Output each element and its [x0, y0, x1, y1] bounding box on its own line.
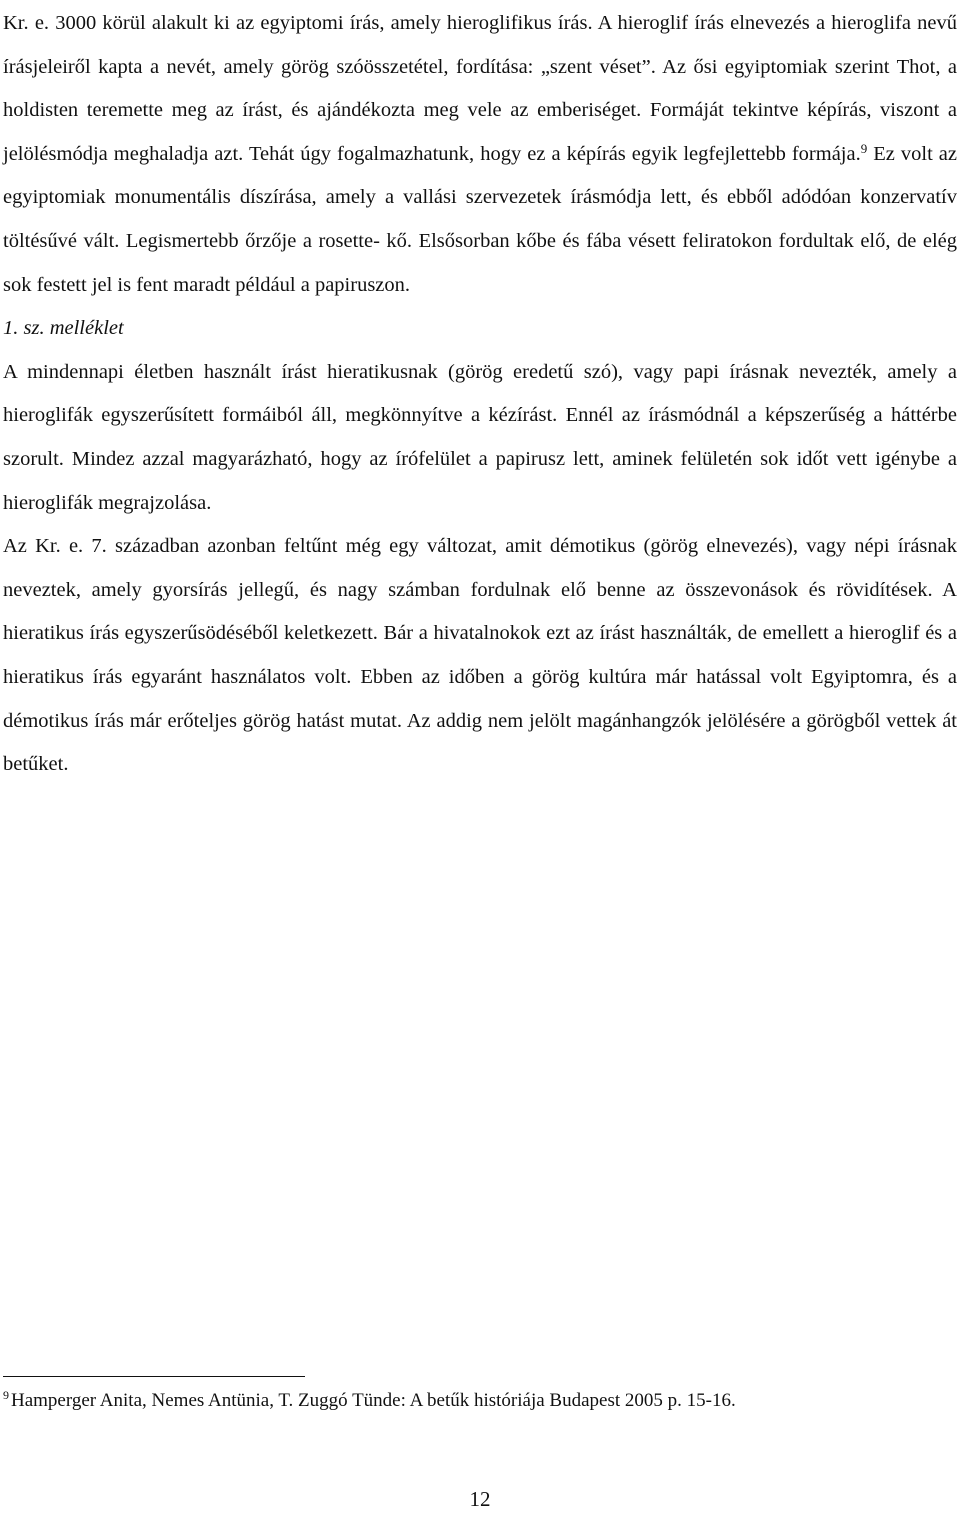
paragraph-hieroglyphic: [3, 2, 957, 307]
page-number: 12: [469, 1487, 491, 1511]
paragraph-hieratic: A mindennapi életben használt írást hieratikusnak (görög eredetű szó), vagy papi írásnak nevezték, amely a hieroglifák egyszerűsített formáiból áll, megkönnyítve a kézírást. Ennél az írásmódnál a képszerűség a háttérbe szorult. Mindez azzal magyarázható, hogy az írófelület a papirusz lett, aminek felületén sok időt vett igénybe a hieroglifák megrajzolása.: [3, 360, 957, 514]
footnote-text: Hamperger Anita, Nemes Antünia, T. Zuggó Tünde: A betűk históriája Budapest 2005 p. 15-16.: [11, 1390, 736, 1411]
document-page: [3, 0, 957, 787]
paragraph-demotic: Az Kr. e. 7. században azonban feltűnt még egy változat, amit démotikus (görög elnevezés), vagy népi írásnak neveztek, amely gyorsírás jellegű, és nagy számban fordulnak elő benne az összevonások és rövidítések. A hieratikus írás egyszerűsödéséből keletkezett. Bár a hivatalnokok ezt az írást használták, de emellett a hieroglif és a hieratikus írás egyaránt használatos volt. Ebben az időben a görög kultúra már hatással volt Egyiptomra, és a démotikus írás már erőteljes görög hatást mutat. Az addig nem jelölt magánhangzók jelölésére a görögből vettek át betűket.: [3, 535, 957, 776]
paragraph-text: Kr. e. 3000 körül alakult ki az egyiptomi írás, amely hieroglifikus írás. A hieroglif írás elnevezés a hieroglifa nevű írásjeleiről kapta a nevét, amely görög szóösszetétel, fordítása: „szent véset”. Az ősi egyiptomiak szerint Thot, a holdisten teremette meg az írást, és ajándékozta meg vele az emberiséget. Formáját tekintve képírás, viszont a jelölésmódja meghaladja azt. Tehát úgy fogalmazhatunk, hogy ez a képírás egyik legfejlettebb formája.: [3, 12, 957, 165]
body-text: [3, 0, 957, 787]
footnote-mark: 9: [3, 1388, 9, 1403]
footnote: [3, 1384, 957, 1418]
footnote-divider: [3, 1376, 305, 1377]
footnote-reference[interactable]: 9: [860, 140, 868, 156]
paragraph-text: Ez volt az egyiptomiak monumentális díszírása, amely a vallási szervezetek írásmódja lett, és ebből adódóan konzervatív töltésűvé vált. Legismertebb őrzője a rosette- kő. Elsősorban kőbe és fába vésett feliratokon fordultak elő, de elég sok festett jel is fent maradt például a papiruszon.: [3, 142, 958, 296]
appendix-reference: 1. sz. melléklet: [3, 317, 124, 340]
